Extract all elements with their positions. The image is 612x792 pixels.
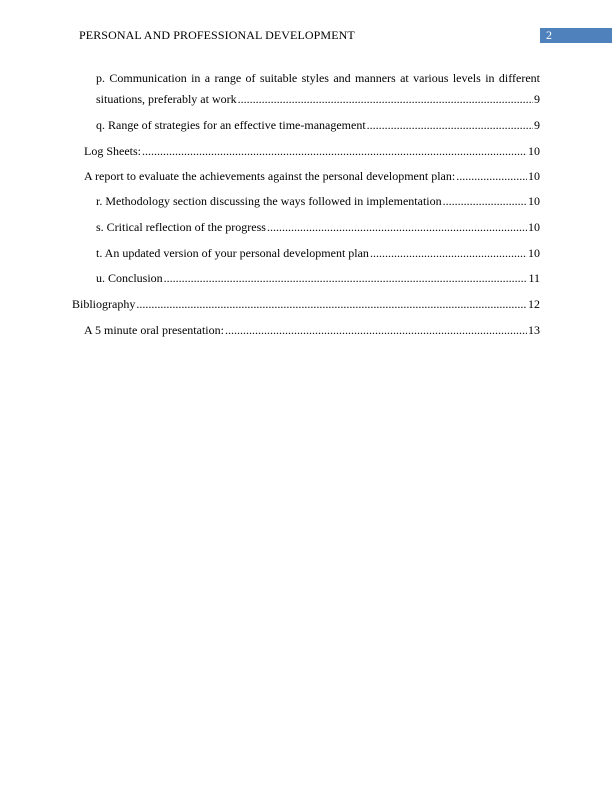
toc-entry-presentation[interactable] [84,320,540,341]
dot-leader [367,115,533,136]
dot-leader [225,320,527,341]
dot-leader [370,243,527,264]
toc-entry-log-sheets[interactable] [84,141,540,162]
toc-page-number: 13 [528,323,540,337]
toc-entry-text-line1: p. Communication in a range of suitable styles and manners at various levels in different [96,71,540,85]
toc-entry-q[interactable] [96,115,540,136]
toc-entry-text-line2: situations, preferably at work [96,92,237,106]
toc-entry-text: Log Sheets: [84,144,141,158]
toc-entry-s[interactable] [96,217,540,238]
page-number-badge [540,28,612,43]
dot-leader [456,166,527,187]
toc-entry-text: Bibliography [72,297,136,311]
toc-entry-text: t. An updated version of your personal development plan [96,246,369,260]
toc-page-number: 11 [528,271,540,285]
toc-entry-u[interactable] [96,268,540,289]
page-number: 2 [546,28,552,42]
toc-entry-text: u. Conclusion [96,271,163,285]
running-header-title: PERSONAL AND PROFESSIONAL DEVELOPMENT [79,28,355,42]
toc-entry-t[interactable] [96,243,540,264]
toc-entry-text: s. Critical reflection of the progress [96,220,266,234]
dot-leader [267,217,527,238]
toc-page-number: 10 [528,144,540,158]
toc-entry-r[interactable] [96,191,540,212]
dot-leader [238,89,533,110]
toc-page-number: 9 [534,92,540,106]
toc-page-number: 10 [528,169,540,183]
toc-page-number: 10 [528,220,540,234]
dot-leader [142,141,527,162]
dot-leader [443,191,527,212]
toc-entry-p[interactable] [96,68,540,110]
toc-page-number: 10 [528,194,540,208]
dot-leader [164,268,528,289]
toc-entry-text: A report to evaluate the achievements against the personal development plan: [84,169,456,183]
toc-entry-text: q. Range of strategies for an effective time-management [96,118,366,132]
toc-page-number: 9 [534,118,540,132]
toc-page-number: 10 [528,246,540,260]
toc-page-number: 12 [528,297,540,311]
toc-entry-report[interactable] [84,166,540,187]
toc-entry-bibliography[interactable] [72,294,540,315]
toc-entry-text: A 5 minute oral presentation: [84,323,224,337]
dot-leader [136,294,527,315]
toc-entry-text: r. Methodology section discussing the ways followed in implementation [96,194,442,208]
